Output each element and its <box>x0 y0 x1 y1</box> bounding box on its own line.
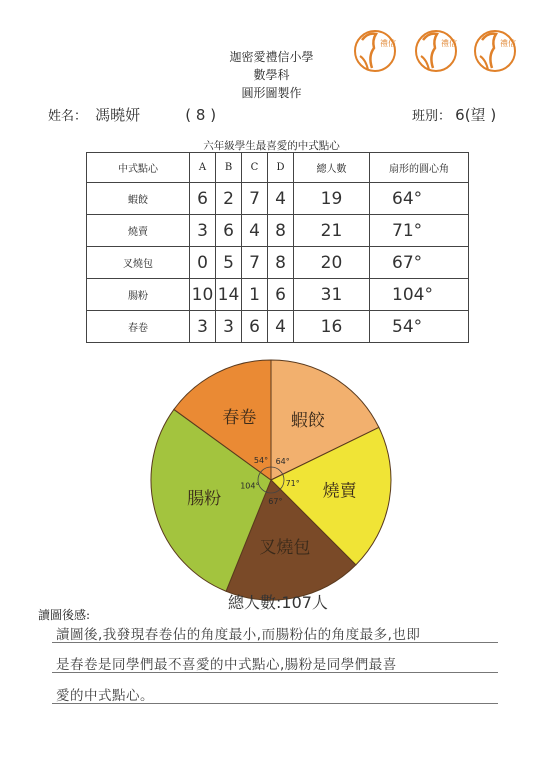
column-header: D <box>268 153 294 183</box>
pie-angle-label: 67° <box>268 497 283 507</box>
data-table <box>86 152 469 343</box>
pie-slice-label: 蝦餃 <box>290 410 325 431</box>
total-cell: 20 <box>294 247 370 279</box>
column-header: 中式點心 <box>87 153 190 183</box>
pie-slice-label: 春卷 <box>222 407 257 428</box>
count-cell: 5 <box>216 247 242 279</box>
count-cell: 4 <box>242 215 268 247</box>
student-name: 馮曉妍 <box>95 106 141 124</box>
column-header: 扇形的圓心角 <box>370 153 469 183</box>
count-cell: 8 <box>268 215 294 247</box>
count-cell: 8 <box>268 247 294 279</box>
table-title: 六年級學生最喜愛的中式點心 <box>203 140 340 152</box>
logo-text: 禮信 <box>441 39 457 48</box>
total-cell: 16 <box>294 311 370 343</box>
pie-angle-label: 54° <box>253 455 269 465</box>
item-cell: 蝦餃 <box>87 183 190 215</box>
count-cell: 10 <box>190 279 216 311</box>
pie-angle-label: 104° <box>240 481 260 491</box>
angle-cell: 71° <box>370 215 469 247</box>
student-number: ( 8 ) <box>185 106 217 124</box>
pie-slice-label: 燒賣 <box>322 481 357 502</box>
class-value: 6(望 ) <box>455 106 497 124</box>
count-cell: 6 <box>190 183 216 215</box>
table-row <box>87 311 469 343</box>
count-cell: 14 <box>216 279 242 311</box>
count-cell: 3 <box>216 311 242 343</box>
angle-cell: 104° <box>370 279 469 311</box>
subject-name: 數學科 <box>253 68 290 82</box>
angle-cell: 54° <box>370 311 469 343</box>
angle-cell: 67° <box>370 247 469 279</box>
pie-slice-label: 腸粉 <box>187 489 222 510</box>
item-cell: 腸粉 <box>87 279 190 311</box>
table-row <box>87 247 469 279</box>
pie-chart <box>146 355 396 605</box>
count-cell: 0 <box>190 247 216 279</box>
count-cell: 7 <box>242 247 268 279</box>
column-header: 總人數 <box>294 153 370 183</box>
count-cell: 1 <box>242 279 268 311</box>
pie-slice-label: 叉燒包 <box>259 538 311 559</box>
count-cell: 6 <box>242 311 268 343</box>
pie-angle-label: 64° <box>275 456 290 466</box>
item-cell: 叉燒包 <box>87 247 190 279</box>
class-label: 班別： <box>412 109 452 124</box>
count-cell: 7 <box>242 183 268 215</box>
total-count: 總人數:107人 <box>228 593 328 612</box>
reflection-line: 愛的中式點心。 <box>56 688 154 704</box>
reflection-label: 讀圖後感: <box>38 608 91 622</box>
count-cell: 3 <box>190 311 216 343</box>
logo-text: 禮信 <box>500 39 516 48</box>
column-header: A <box>190 153 216 183</box>
school-name: 迦密愛禮信小學 <box>229 50 314 64</box>
name-label: 姓名： <box>48 109 88 124</box>
worksheet-title: 圓形圖製作 <box>241 86 302 100</box>
class-row <box>412 104 496 125</box>
table-row <box>87 215 469 247</box>
logo-text: 禮信 <box>380 39 396 48</box>
name-row <box>48 104 216 125</box>
count-cell: 2 <box>216 183 242 215</box>
item-cell: 燒賣 <box>87 215 190 247</box>
count-cell: 3 <box>190 215 216 247</box>
count-cell: 4 <box>268 183 294 215</box>
reflection-line: 讀圖後,我發現春卷佔的角度最小,而腸粉佔的角度最多,也即 <box>56 627 421 643</box>
column-header: B <box>216 153 242 183</box>
pie-angle-label: 71° <box>285 479 300 489</box>
count-cell: 4 <box>268 311 294 343</box>
table-header-row <box>87 153 469 183</box>
count-cell: 6 <box>268 279 294 311</box>
column-header: C <box>242 153 268 183</box>
total-cell: 19 <box>294 183 370 215</box>
item-cell: 春卷 <box>87 311 190 343</box>
table-row <box>87 183 469 215</box>
total-cell: 31 <box>294 279 370 311</box>
reflection-line: 是春卷是同學們最不喜愛的中式點心,腸粉是同學們最喜 <box>56 657 397 673</box>
angle-cell: 64° <box>370 183 469 215</box>
count-cell: 6 <box>216 215 242 247</box>
total-cell: 21 <box>294 215 370 247</box>
table-row <box>87 279 469 311</box>
